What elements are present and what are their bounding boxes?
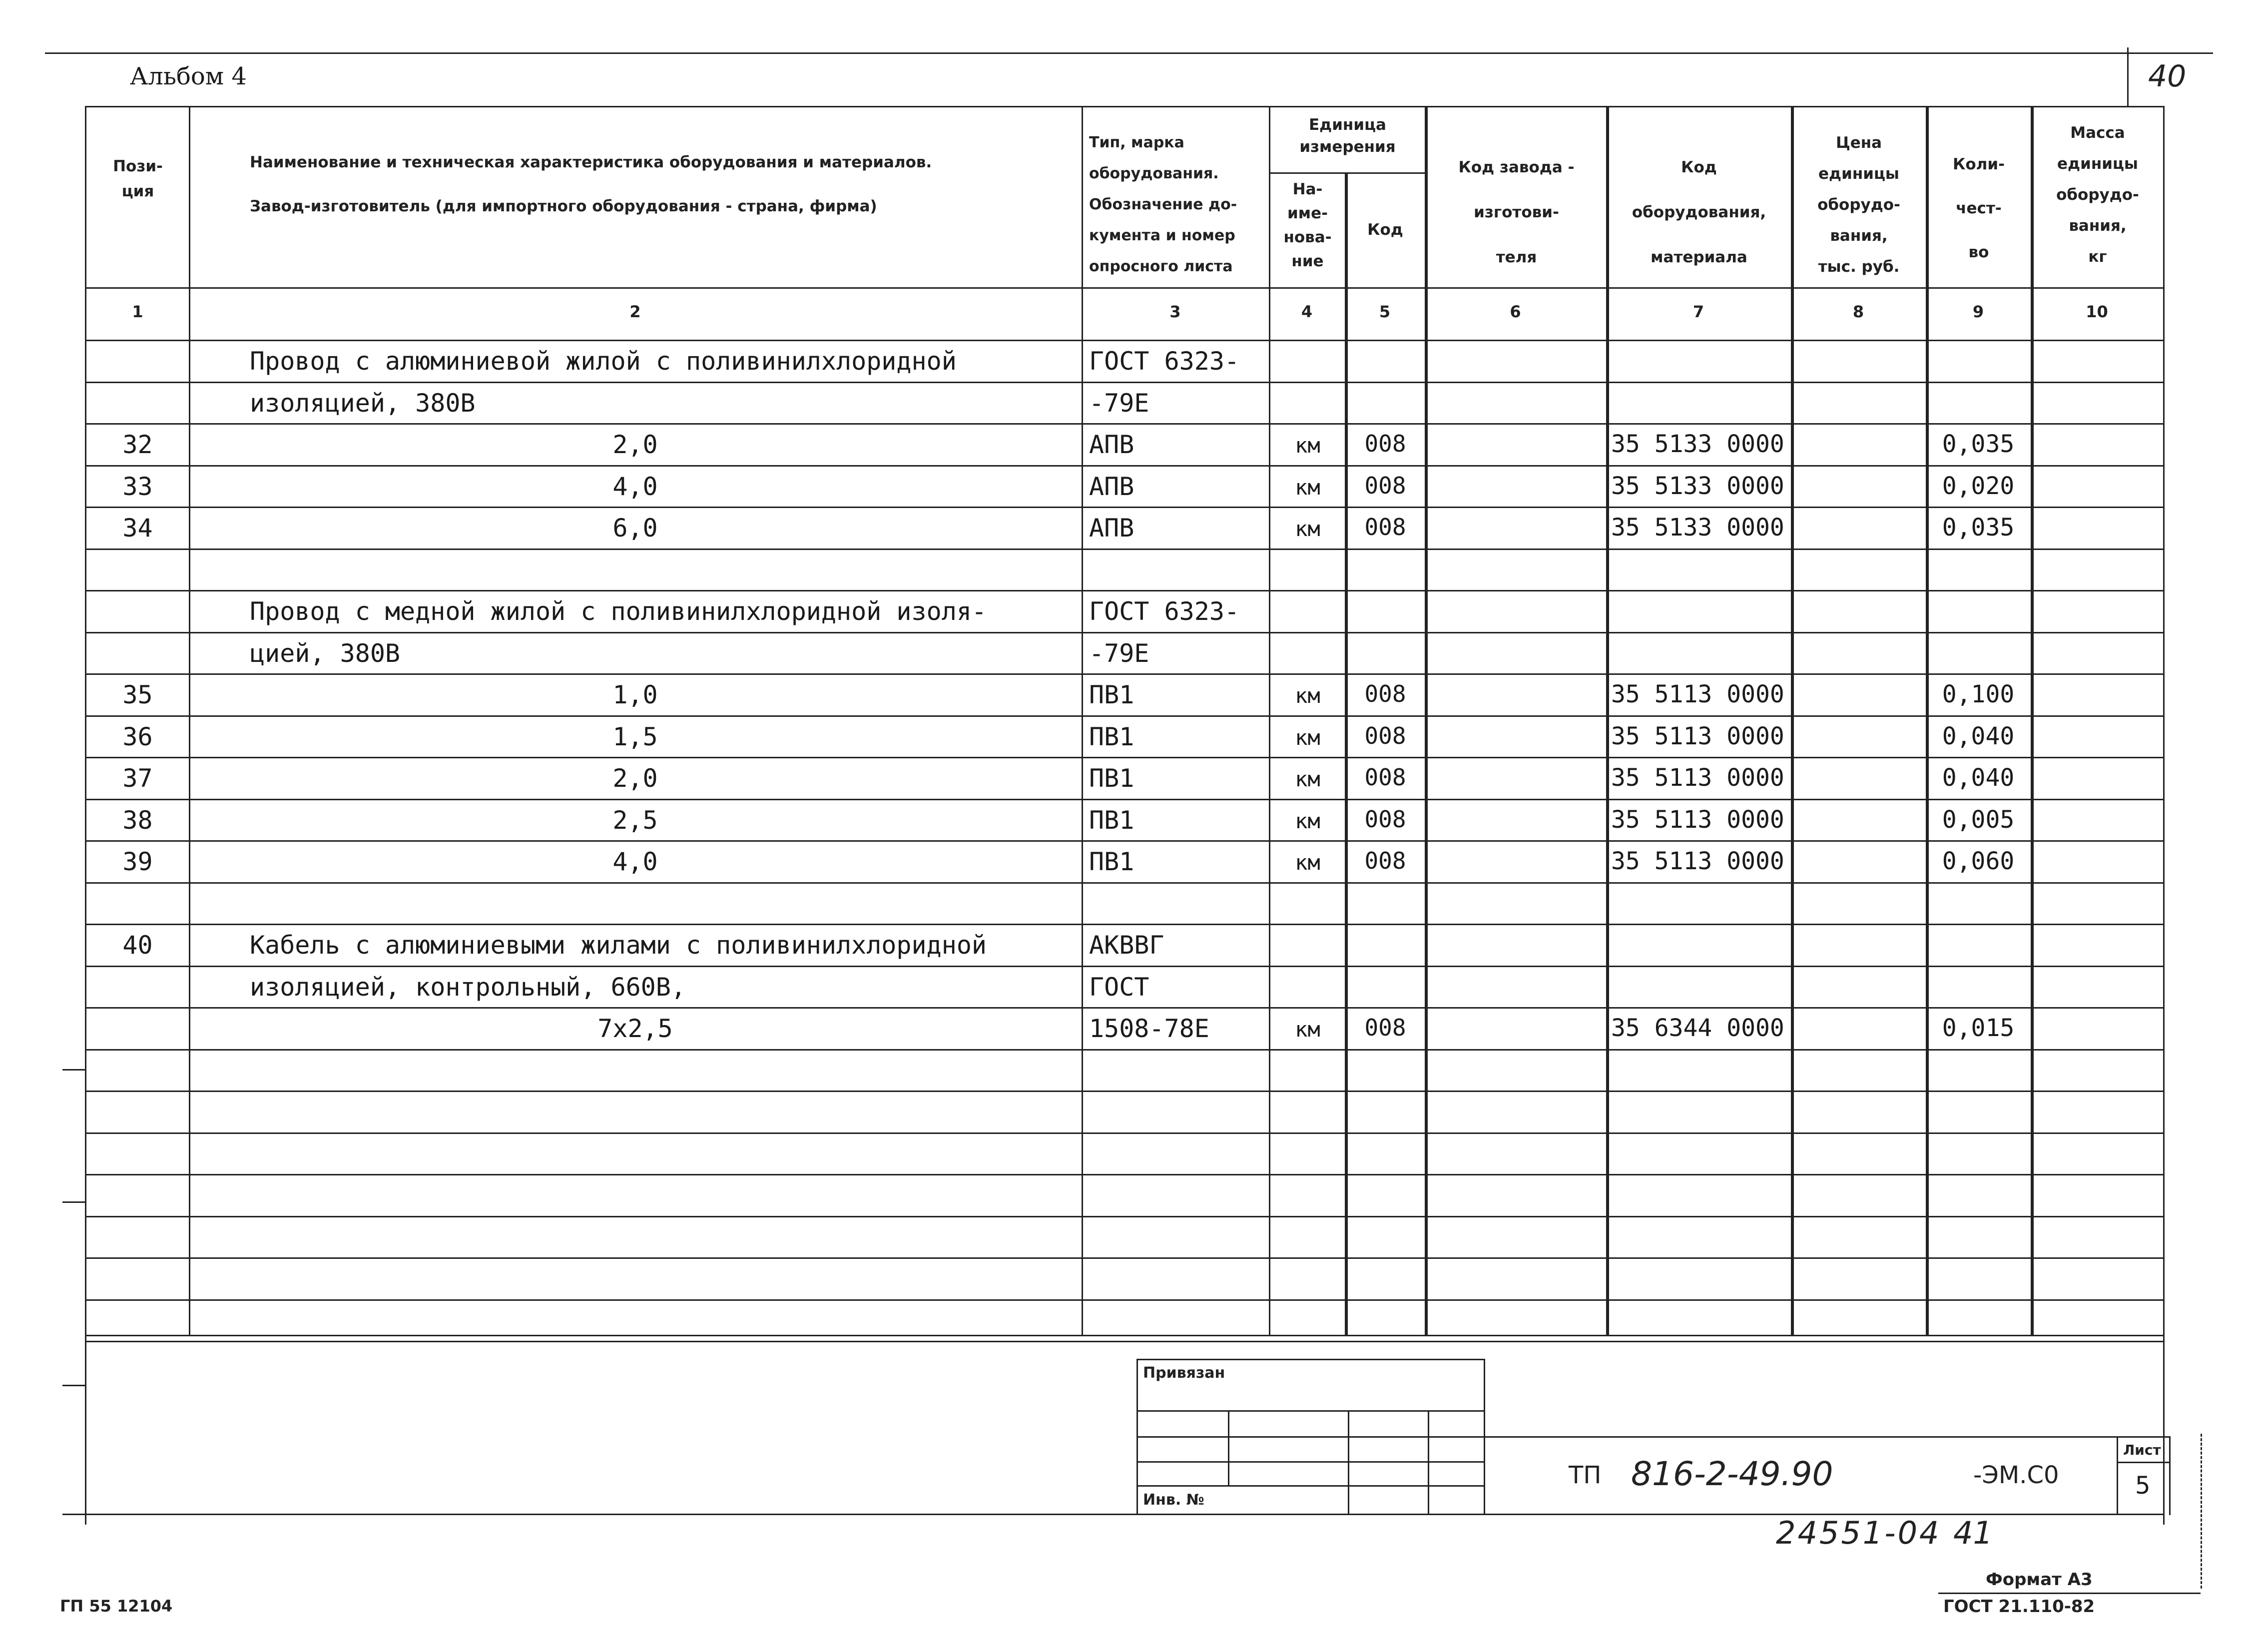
- row-separator: [85, 799, 2163, 800]
- row-separator: [85, 1132, 2163, 1134]
- table-top-border: [85, 106, 2163, 107]
- stamp-vline: [1348, 1410, 1349, 1514]
- row-separator: [85, 715, 2163, 717]
- cell-name: Провод с алюминиевой жилой с поливинилхлоридной: [250, 347, 957, 376]
- cell-position: 34: [122, 514, 153, 543]
- doc-number: 816-2-49.90: [1631, 1455, 1833, 1493]
- row-separator: [85, 840, 2163, 842]
- cell-name: 1,0: [612, 680, 658, 709]
- doc-suffix: -ЭМ.С0: [1973, 1461, 2059, 1489]
- top-rule: [45, 52, 2213, 54]
- colnum-5: 5: [1379, 302, 1391, 321]
- row-separator: [85, 924, 2163, 925]
- col-line-8: [1926, 106, 1929, 1335]
- cell-name: Кабель с алюминиевыми жилами с поливинилхлоридной: [250, 931, 987, 960]
- row-separator: [85, 590, 2163, 591]
- album-label: Альбом 4: [130, 62, 247, 90]
- cell-unit-code: 008: [1364, 805, 1406, 833]
- stamp-line: [1138, 1410, 1484, 1412]
- cell-unit-name: км: [1295, 808, 1320, 833]
- cell-name: 2,0: [612, 430, 658, 459]
- cell-unit-code: 008: [1364, 764, 1406, 791]
- header-factory-code: Код завода - изготови- теля: [1458, 158, 1575, 266]
- colnum-6: 6: [1510, 302, 1521, 321]
- colnum-10: 10: [2086, 302, 2108, 321]
- cell-position: 39: [122, 847, 153, 876]
- archive-number: 24551-04: [1776, 1515, 1941, 1551]
- cell-type: ПВ1: [1089, 680, 1134, 709]
- cell-type: ГОСТ 6323-: [1089, 597, 1240, 626]
- cell-name: изоляцией, 380В: [250, 388, 476, 418]
- header-equipment-code: Код оборудования, материала: [1632, 158, 1766, 266]
- row-separator: [85, 1174, 2163, 1175]
- cell-quantity: 0,060: [1942, 847, 2015, 875]
- cell-type: АПВ: [1089, 514, 1134, 543]
- stamp-line: [1138, 1436, 1484, 1438]
- col-line-7: [1791, 106, 1794, 1335]
- cell-unit-name: км: [1295, 850, 1320, 875]
- cell-equipment-code: 35 5113 0000: [1611, 805, 1784, 834]
- row-separator: [85, 1091, 2163, 1092]
- col-line-9: [2031, 106, 2034, 1335]
- stamp-vline: [1228, 1410, 1229, 1485]
- cell-equipment-code: 35 6344 0000: [1611, 1014, 1784, 1042]
- cell-equipment-code: 35 5133 0000: [1611, 430, 1784, 458]
- row-separator: [85, 465, 2163, 467]
- cell-unit-name: км: [1295, 1017, 1320, 1042]
- cell-name: 7х2,5: [597, 1014, 673, 1043]
- cell-name: 4,0: [612, 847, 658, 876]
- bound-label: Привязан: [1143, 1364, 1225, 1382]
- cell-unit-name: км: [1295, 475, 1320, 500]
- cell-name: изоляцией, контрольный, 660В,: [250, 972, 686, 1002]
- edge-tick: [62, 1385, 85, 1386]
- row-separator: [85, 382, 2163, 383]
- row-separator: [85, 549, 2163, 550]
- row-separator: [85, 632, 2163, 633]
- print-code: ГП 55 12104: [60, 1597, 173, 1616]
- cell-position: 38: [122, 805, 153, 835]
- cell-quantity: 0,040: [1942, 764, 2015, 792]
- cell-unit-name: км: [1295, 433, 1320, 458]
- cell-type: -79Е: [1089, 638, 1149, 668]
- header-type: Тип, марка оборудования. Обозначение до- кумента и номер опросного листа: [1089, 134, 1237, 275]
- cell-name: 6,0: [612, 514, 658, 543]
- inv-label: Инв. №: [1143, 1491, 1204, 1509]
- cell-name: Провод с медной жилой с поливинилхлоридной изоля-: [250, 597, 987, 626]
- cell-quantity: 0,015: [1942, 1014, 2015, 1042]
- stamp-line: [1138, 1461, 1484, 1463]
- cell-type: ПВ1: [1089, 805, 1134, 835]
- cell-type: ПВ1: [1089, 722, 1134, 751]
- header-name: Наименование и техническая характеристика оборудования и материалов. Завод-изготовитель (для импортного оборудования - страна, фирма): [250, 153, 932, 215]
- binding-stamp: [1136, 1359, 1485, 1515]
- cell-position: 37: [122, 764, 153, 793]
- doc-prefix: ТП: [1569, 1461, 1602, 1489]
- row-separator: [85, 507, 2163, 508]
- cell-unit-name: км: [1295, 767, 1320, 791]
- right-edge-mark: [2201, 1434, 2202, 1589]
- stamp-line: [1138, 1485, 1484, 1487]
- colnum-4: 4: [1301, 302, 1313, 321]
- cell-type: АПВ: [1089, 472, 1134, 501]
- cell-quantity: 0,005: [1942, 805, 2015, 834]
- cell-quantity: 0,035: [1942, 430, 2015, 458]
- cell-quantity: 0,035: [1942, 514, 2015, 542]
- colnum-8: 8: [1852, 302, 1864, 321]
- cell-position: 33: [122, 472, 153, 501]
- col-line-6: [1606, 106, 1609, 1335]
- cell-unit-name: км: [1295, 683, 1320, 708]
- row-separator: [85, 1299, 2163, 1301]
- cell-equipment-code: 35 5113 0000: [1611, 680, 1784, 708]
- sheet-box: [2117, 1436, 2171, 1515]
- row-separator: [85, 1216, 2163, 1217]
- cell-type: ГОСТ 6323-: [1089, 347, 1240, 376]
- cell-name: цией, 380В: [250, 638, 401, 668]
- row-separator: [85, 966, 2163, 967]
- row-separator: [85, 423, 2163, 425]
- corner-divider: [2127, 47, 2129, 107]
- header-quantity: Коли- чест- во: [1953, 155, 2005, 261]
- row-separator: [85, 1341, 2163, 1342]
- edge-tick: [62, 1069, 85, 1071]
- sheet-box-line: [2118, 1462, 2169, 1463]
- designation-top-line: [1482, 1436, 2117, 1438]
- cell-type: АПВ: [1089, 430, 1134, 459]
- colnum-7: 7: [1692, 302, 1704, 321]
- row-separator: [85, 673, 2163, 675]
- corner-page-number: 40: [2148, 59, 2187, 94]
- cell-position: 35: [122, 680, 153, 709]
- sheet-label: Лист: [2123, 1442, 2161, 1458]
- stamp-vline: [1428, 1410, 1429, 1514]
- cell-unit-code: 008: [1364, 514, 1406, 541]
- cell-unit-name: км: [1295, 517, 1320, 541]
- colnum-2: 2: [629, 302, 641, 321]
- cell-quantity: 0,040: [1942, 722, 2015, 750]
- table-bottom-border: [85, 1335, 2163, 1336]
- header-bottom-border: [85, 287, 2163, 289]
- row-separator: [85, 1049, 2163, 1051]
- cell-type: АКВВГ: [1089, 931, 1164, 960]
- cell-unit-code: 008: [1364, 722, 1406, 749]
- cell-unit-code: 008: [1364, 847, 1406, 874]
- row-separator: [85, 882, 2163, 884]
- col-line-1: [189, 106, 190, 1335]
- cell-equipment-code: 35 5113 0000: [1611, 764, 1784, 792]
- col-line-10: [2163, 106, 2165, 1525]
- cell-quantity: 0,100: [1942, 680, 2015, 708]
- col-line-2: [1082, 106, 1083, 1335]
- cell-unit-name: км: [1295, 725, 1320, 750]
- cell-unit-code: 008: [1364, 680, 1406, 707]
- colnum-9: 9: [1972, 302, 1984, 321]
- cell-position: 36: [122, 722, 153, 751]
- cell-type: ПВ1: [1089, 847, 1134, 876]
- archive-page: 41: [1953, 1515, 1993, 1551]
- cell-quantity: 0,020: [1942, 472, 2015, 500]
- format-line: [1938, 1593, 2201, 1594]
- cell-name: 1,5: [612, 722, 658, 751]
- col-line-5: [1425, 106, 1428, 1335]
- cell-name: 4,0: [612, 472, 658, 501]
- cell-type: ГОСТ: [1089, 972, 1149, 1002]
- col-line-3: [1269, 106, 1270, 1335]
- header-unit-code: Код: [1367, 221, 1403, 239]
- row-separator: [85, 1007, 2163, 1009]
- row-separator: [85, 340, 2163, 341]
- header-unit-group: Единица измерения: [1299, 116, 1396, 156]
- colnum-3: 3: [1169, 302, 1181, 321]
- cell-name: 2,0: [612, 764, 658, 793]
- edge-tick: [62, 1201, 85, 1203]
- cell-equipment-code: 35 5133 0000: [1611, 472, 1784, 500]
- cell-unit-code: 008: [1364, 472, 1406, 499]
- sheet-number: 5: [2135, 1472, 2151, 1500]
- header-unit-name: На- име- нова- ние: [1283, 180, 1332, 270]
- cell-equipment-code: 35 5113 0000: [1611, 847, 1784, 875]
- cell-equipment-code: 35 5133 0000: [1611, 514, 1784, 542]
- cell-type: 1508-78Е: [1089, 1014, 1209, 1043]
- colnum-1: 1: [132, 302, 143, 321]
- header-price: Цена единицы оборудо- вания, тыс. руб.: [1817, 134, 1900, 276]
- row-separator: [85, 757, 2163, 758]
- col-line-4: [1345, 172, 1348, 1335]
- cell-type: ПВ1: [1089, 764, 1134, 793]
- cell-unit-code: 008: [1364, 1014, 1406, 1041]
- cell-position: 40: [122, 931, 153, 960]
- cell-unit-code: 008: [1364, 430, 1406, 457]
- cell-equipment-code: 35 5113 0000: [1611, 722, 1784, 750]
- cell-type: -79Е: [1089, 388, 1149, 418]
- header-mass: Масса единицы оборудо- вания, кг: [2056, 124, 2139, 266]
- cell-position: 32: [122, 430, 153, 459]
- header-position: Пози- ция: [113, 157, 163, 200]
- cell-name: 2,5: [612, 805, 658, 835]
- row-separator: [85, 1257, 2163, 1259]
- gost-label: ГОСТ 21.110-82: [1943, 1597, 2095, 1617]
- format-label: Формат А3: [1986, 1570, 2093, 1590]
